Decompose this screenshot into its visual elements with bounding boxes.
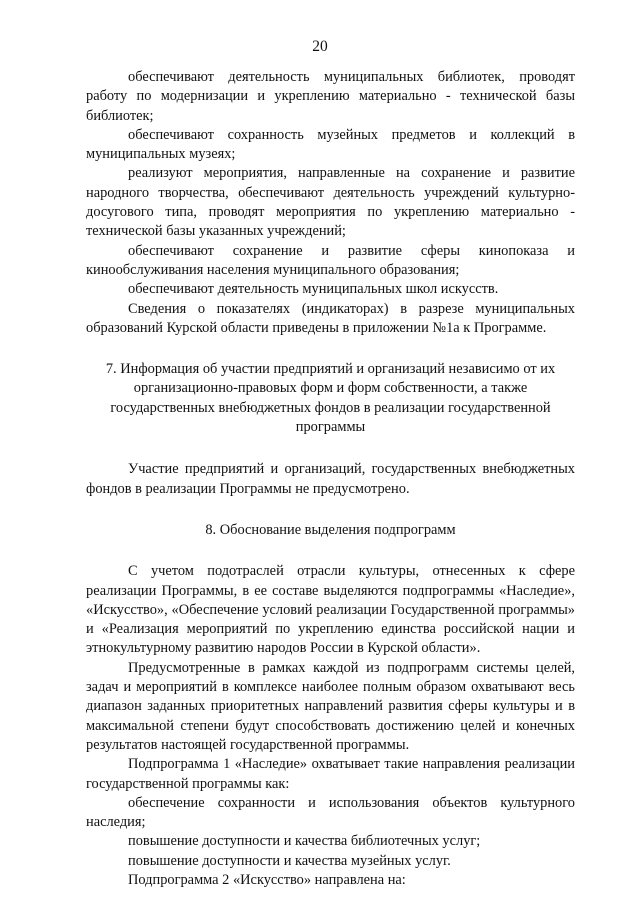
section-8-heading: 8. Обоснование выделения подпрограмм (205, 521, 456, 538)
page-number: 20 (312, 38, 328, 55)
paragraph-cinema: обеспечивают сохранение и развитие сферы кинопоказа и кинообслуживания населения муниципального образования; (86, 242, 575, 278)
section-8-paragraph-goals: Предусмотренные в рамках каждой из подпрограмм системы целей, задач и мероприятий в комплексе наиболее полным образом охватывают весь диапазон заданных приоритетных направлений развития сферы культуры и в максимальной степени будут способствовать достижению целей и конечных результатов настоящей государственной программы. (86, 659, 575, 753)
section-8-item-cultural-heritage: обеспечение сохранности и использования объектов культурного наследия; (86, 794, 575, 831)
section-7-paragraph: Участие предприятий и организаций, государственных внебюджетных фондов в реализации Программы не предусмотрено. (86, 461, 575, 497)
paragraph-folk-art: реализуют мероприятия, направленные на сохранение и развитие народного творчества, обеспечивают деятельность учреждений культурно-досугового типа, проводят мероприятия по укреплению материально - технической базы указанных учреждений; (86, 165, 575, 240)
paragraph-indicators: Сведения о показателях (индикаторах) в разрезе муниципальных образований Курской области приведены в приложении №1а к Программе. (86, 300, 575, 336)
section-8-paragraph-heritage: Подпрограмма 1 «Наследие» охватывает такие направления реализации государственной программы как: (86, 756, 575, 792)
section-8-paragraph-art: Подпрограмма 2 «Искусство» направлена на: (128, 871, 406, 888)
section-8-paragraph-subprograms: С учетом подотраслей отрасли культуры, отнесенных к сфере реализации Программы, в ее составе выделяются подпрограммы «Наследие», «Искусство», «Обеспечение условий реализации Государственной программы» и «Реализация мероприятий по укреплению единства российской нации и этнокультурному развитию народов России в Курской области». (86, 563, 575, 657)
paragraph-art-schools: обеспечивают деятельность муниципальных школ искусств. (128, 281, 499, 298)
section-8-item-museum-services: повышение доступности и качества музейных услуг. (128, 852, 451, 869)
paragraph-museums: обеспечивают сохранность музейных предметов и коллекций в муниципальных музеях; (86, 126, 575, 163)
section-8-item-library-services: повышение доступности и качества библиотечных услуг; (128, 833, 481, 850)
paragraph-libraries: обеспечивают деятельность муниципальных библиотек, проводят работу по модернизации и укреплению материально - технической базы библиотек; (86, 69, 575, 124)
section-7-heading: 7. Информация об участии предприятий и организаций независимо от их организационно-правовых форм и форм собственности, а также государственных внебюджетных фондов в реализации государственной программы (105, 361, 556, 436)
document-body (86, 68, 575, 890)
